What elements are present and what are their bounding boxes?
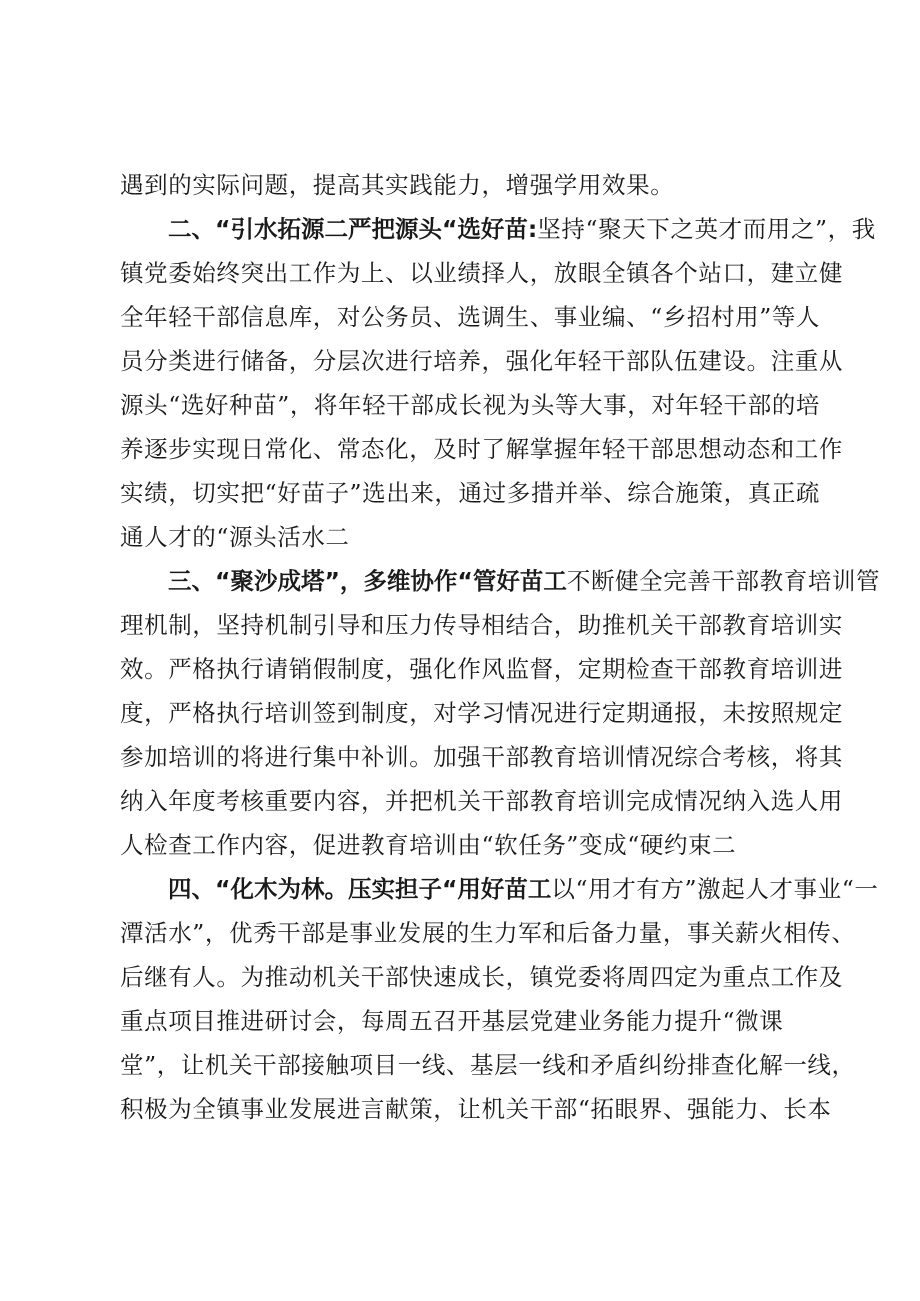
text-line bbox=[0, 823, 920, 867]
text-line bbox=[0, 691, 920, 735]
body-text: 后继有人。为推动机关干部快速成长，镇党委将周四定为重点工作及 bbox=[120, 963, 843, 991]
body-text: 人检查工作内容，促进教育培训由“软任务”变成“硬约束二 bbox=[120, 831, 737, 859]
text-line bbox=[0, 295, 920, 339]
text-line bbox=[0, 911, 920, 955]
text-line bbox=[0, 427, 920, 471]
text-line bbox=[0, 383, 920, 427]
body-text: 实绩，切实把“好苗子”选出来，通过多措并举、综合施策，真正疏 bbox=[120, 479, 821, 507]
section-heading-3: 三、“聚沙成塔”，多维协作“管好苗工 bbox=[168, 567, 567, 595]
section-heading-4: 四、“化木为林。压实担子“用好苗工 bbox=[168, 875, 552, 903]
text-line bbox=[0, 735, 920, 779]
text-line bbox=[0, 251, 920, 295]
body-text: 纳入年度考核重要内容，并把机关干部教育培训完成情况纳入选人用 bbox=[120, 787, 843, 815]
text-line bbox=[0, 999, 920, 1043]
body-text: 坚持“聚天下之英才而用之”，我 bbox=[537, 215, 876, 243]
body-text: 遇到的实际问题，提高其实践能力，增强学用效果。 bbox=[120, 171, 675, 199]
text-line bbox=[0, 1043, 920, 1087]
body-text: 度，严格执行培训签到制度，对学习情况进行定期通报，未按照规定 bbox=[120, 699, 843, 727]
text-line bbox=[0, 339, 920, 383]
body-text: 效。严格执行请销假制度，强化作风监督，定期检查干部教育培训进 bbox=[120, 655, 843, 683]
body-text: 以“用才有方”激起人才事业“一 bbox=[551, 875, 879, 903]
body-text: 不断健全完善干部教育培训管 bbox=[566, 567, 881, 595]
body-text: 理机制，坚持机制引导和压力传导相结合，助推机关干部教育培训实 bbox=[120, 611, 843, 639]
body-text: 潭活水”，优秀干部是事业发展的生力军和后备力量，事关薪火相传、 bbox=[120, 919, 856, 947]
body-text: 养逐步实现日常化、常态化，及时了解掌握年轻干部思想动态和工作 bbox=[120, 435, 843, 463]
body-text: 堂”，让机关干部接触项目一线、基层一线和矛盾纠纷排查化解一线， bbox=[120, 1051, 856, 1079]
body-text: 员分类进行储备，分层次进行培养，强化年轻干部队伍建设。注重从 bbox=[120, 347, 843, 375]
text-line bbox=[0, 955, 920, 999]
text-line bbox=[0, 779, 920, 823]
body-text: 参加培训的将进行集中补训。加强干部教育培训情况综合考核，将其 bbox=[120, 743, 843, 771]
body-text: 镇党委始终突出工作为上、以业绩择人，放眼全镇各个站口，建立健 bbox=[120, 259, 843, 287]
section-heading-line bbox=[0, 207, 920, 251]
body-text: 重点项目推进研讨会，每周五召开基层党建业务能力提升“微课 bbox=[120, 1007, 784, 1035]
body-text: 积极为全镇事业发展进言献策，让机关干部“拓眼界、强能力、长本 bbox=[120, 1095, 832, 1123]
text-line bbox=[0, 1087, 920, 1131]
section-heading-line bbox=[0, 867, 920, 911]
section-heading-line bbox=[0, 559, 920, 603]
text-line bbox=[0, 471, 920, 515]
text-line bbox=[0, 163, 920, 207]
text-line bbox=[0, 603, 920, 647]
text-line bbox=[0, 647, 920, 691]
text-line bbox=[0, 515, 920, 559]
body-text: 通人才的“源头活水二 bbox=[120, 523, 350, 551]
body-text: 全年轻干部信息库，对公务员、选调生、事业编、“乡招村用”等人 bbox=[120, 303, 821, 331]
section-heading-2: 二、“引水拓源二严把源头“选好苗: bbox=[168, 215, 538, 243]
body-text: 源头“选好种苗”，将年轻干部成长视为头等大事，对年轻干部的培 bbox=[120, 391, 821, 419]
